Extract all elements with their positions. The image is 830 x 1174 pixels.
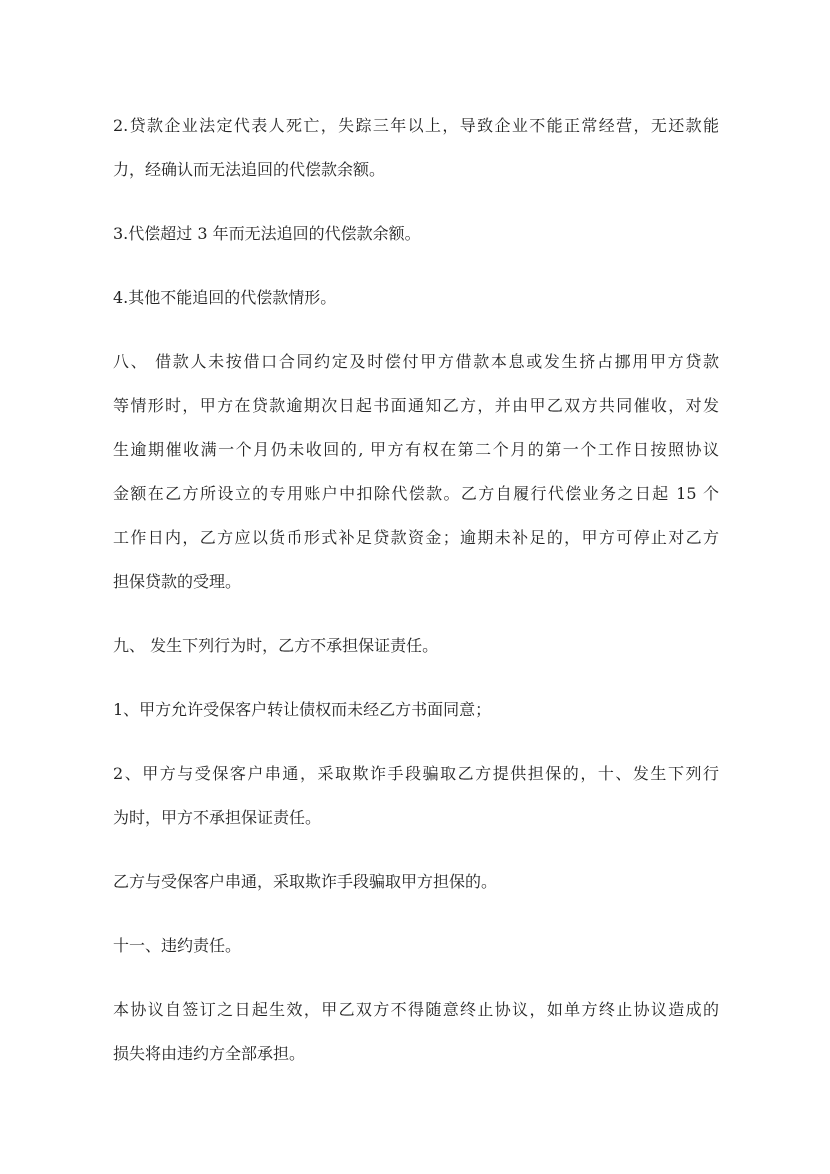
text-line: 乙方与受保客户串通，采取欺诈手段骗取甲方担保的。 [113,872,498,891]
paragraph [113,924,719,968]
paragraph [113,860,719,904]
paragraph [113,104,719,192]
text-line: 为时，甲方不承担保证责任。 [113,808,322,827]
text-line: 等情形时，甲方在贷款逾期次日起书面通知乙方，并由甲乙双方共同催收，对发 [113,396,719,415]
text-line: 八、 借款人未按借口合同约定及时偿付甲方借款本息或发生挤占挪用甲方贷款 [113,352,719,371]
text-line: 工作日内，乙方应以货币形式补足贷款资金；逾期未补足的，甲方可停止对乙方 [113,528,719,547]
text-line: 2.贷款企业法定代表人死亡，失踪三年以上，导致企业不能正常经营，无还款能 [113,116,719,135]
text-line: 4.其他不能追回的代偿款情形。 [113,288,337,307]
text-line: 九、 发生下列行为时，乙方不承担保证责任。 [113,636,439,655]
text-line: 3.代偿超过 3 年而无法追回的代偿款余额。 [113,224,421,243]
text-line: 十一、违约责任。 [113,936,242,955]
paragraph [113,276,719,320]
text-line: 担保贷款的受理。 [113,572,242,591]
text-line: 本协议自签订之日起生效，甲乙双方不得随意终止协议，如单方终止协议造成的 [113,1000,719,1019]
document-body [113,104,719,1096]
text-line: 1、甲方允许受保客户转让债权而未经乙方书面同意； [113,700,492,719]
paragraph [113,988,719,1076]
paragraph [113,340,719,604]
text-line: 损失将由违约方全部承担。 [113,1044,306,1063]
paragraph [113,752,719,840]
paragraph [113,212,719,256]
paragraph [113,688,719,732]
text-line: 力，经确认而无法追回的代偿款余额。 [113,160,386,179]
text-line: 2、甲方与受保客户串通，采取欺诈手段骗取乙方提供担保的，十、发生下列行 [113,764,719,783]
text-line: 金额在乙方所设立的专用账户中扣除代偿款。乙方自履行代偿业务之日起 15 个 [113,484,719,503]
paragraph [113,624,719,668]
text-line: 生逾期催收满一个月仍未收回的, 甲方有权在第二个月的第一个工作日按照协议 [113,440,719,459]
